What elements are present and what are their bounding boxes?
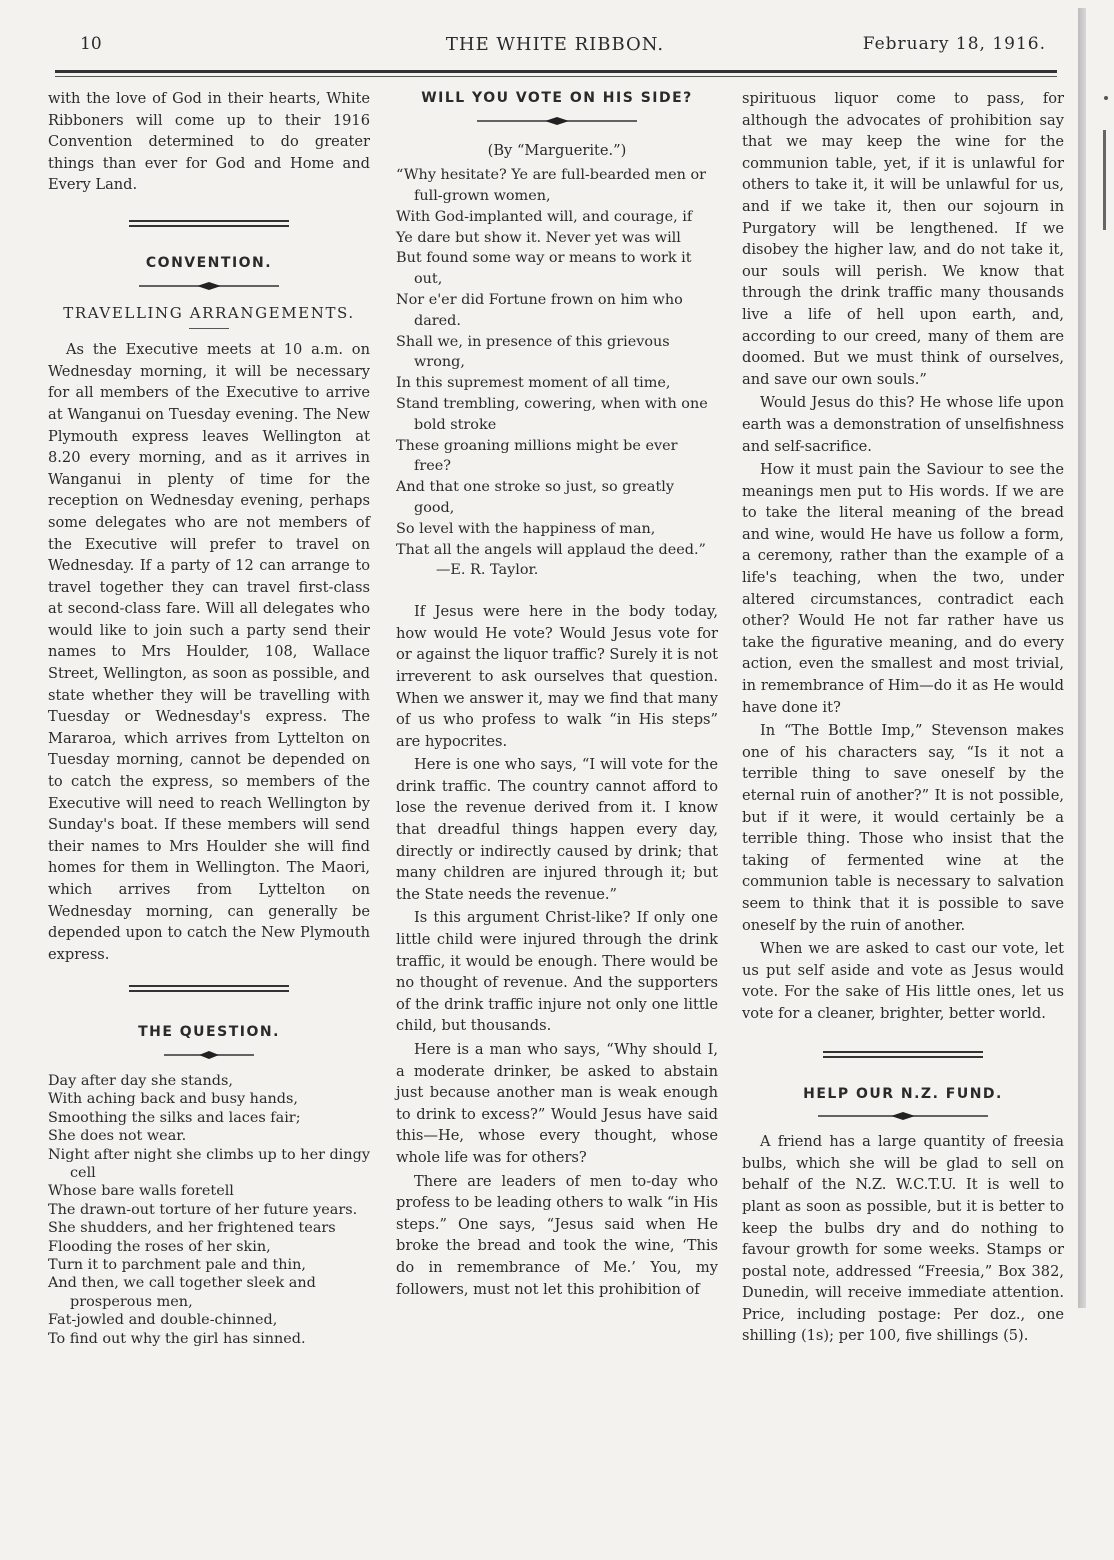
poem-line: “Why hesitate? Ye are full-bearded men or full-grown women,	[396, 167, 707, 204]
section-divider	[823, 1051, 983, 1058]
continued-paragraph: spirituous liquor come to pass, for although the advocates of prohibition say that we may keep the wine for the communion table, yet, if it is unlawful for others to take it, it will be unlawful for us, and if we take it, then our sojourn in Purgatory will be lengthened. If we disobey the higher law, and do not take it, our souls will perish. We know that through the drink traffic many thousands live a life of hell upon earth, and, according to our creed, many of them are doomed. But we must think of ourselves, and save our own souls.”	[742, 90, 1064, 388]
vote-paragraph: Would Jesus do this? He whose life upon earth was a demonstration of unselfishness and self-sacrifice.	[742, 394, 1064, 455]
poem-line: With aching back and busy hands,	[48, 1091, 298, 1108]
poem-line: Whose bare walls foretell	[48, 1183, 234, 1200]
poem-line: But found some way or means to work it out,	[396, 250, 692, 288]
vote-paragraph: There are leaders of men to-day who profess to be leading others to walk “in His steps.” One says, “Jesus said when He broke the bread and took the wine, ‘This do in remembrance of Me.’ You, my followers, must not let this prohibition of	[396, 1172, 718, 1298]
column-1	[48, 88, 370, 1348]
poem-line: These groaning millions might be ever free?	[396, 437, 678, 475]
margin-mark	[1103, 130, 1106, 230]
vote-heading: WILL YOU VOTE ON HIS SIDE?	[421, 90, 693, 106]
column-3	[742, 88, 1064, 1349]
ornament-rule	[139, 281, 279, 291]
section-divider	[129, 220, 289, 227]
poem-line: Turn it to parchment pale and thin,	[48, 1257, 306, 1274]
question-heading: THE QUESTION.	[138, 1024, 280, 1041]
ornament-rule	[164, 1050, 254, 1060]
poem-line: Night after night she climbs up to her dingy cell	[48, 1146, 370, 1181]
poem-line: And then, we call together sleek and prosperous men,	[48, 1275, 316, 1310]
poem-line: She does not wear.	[48, 1128, 187, 1145]
vote-paragraph: Here is a man who says, “Why should I, a moderate drinker, be asked to abstain just because another man is weak enough to drink to excess?” Would Jesus have said this—He, whose every thought, whose whole life was for others?	[396, 1041, 718, 1166]
page-number: 10	[80, 34, 102, 54]
poem-line: Stand trembling, cowering, when with one bold stroke	[396, 395, 708, 433]
byline: (By “Marguerite.”)	[487, 141, 627, 159]
poem-line: Smoothing the silks and laces fair;	[48, 1109, 301, 1126]
intro-paragraph: with the love of God in their hearts, White Ribboners will come up to their 1916 Convention determined to do greater things than ever for God and Home and Every Land.	[48, 90, 370, 194]
ornament-rule	[818, 1111, 988, 1121]
poem-line: And that one stroke so just, so greatly good,	[396, 479, 674, 516]
fund-body: A friend has a large quantity of freesia bulbs, which she will be glad to sell on behalf of the N.Z. W.C.T.U. It is well to plant as soon as possible, but it is better to keep the bulbs dry and do nothing to favour growth for some weeks. Stamps or postal note, addressed “Freesia,” Box 382, Dunedin, will receive immediate attention. Price, including postage: Per doz., one shilling (1s); per 100, five shillings (5).	[742, 1133, 1064, 1345]
poem-line: Day after day she stands,	[48, 1072, 233, 1089]
margin-dot	[1104, 96, 1108, 100]
convention-heading: CONVENTION.	[145, 254, 273, 271]
header-rule-thick	[55, 70, 1057, 73]
poem-line: Flooding the roses of her skin,	[48, 1238, 271, 1255]
vote-paragraph: In “The Bottle Imp,” Stevenson makes one of his characters say, “Is it not a terrible thing to save oneself by the eternal ruin of another?” It is not possible, but if it were, it would certainly be a terrible thing. Those who insist that the taking of fermented wine at the communion table is necessary to salvation seem to think that it is possible to save oneself by the ruin of another.	[742, 722, 1064, 934]
vote-paragraph: Here is one who says, “I will vote for the drink traffic. The country cannot afford to lose the revenue derived from it. I know that dreadful things happen every day, directly or indirectly caused by drink; that many children are injured through it; but the State needs the revenue.”	[396, 756, 718, 903]
vote-poem	[396, 165, 718, 581]
heading-underline	[189, 328, 229, 329]
poem-attribution: —E. R. Taylor.	[436, 562, 539, 579]
poem-line: So level with the happiness of man,	[396, 520, 656, 537]
poem-line: To find out why the girl has sinned.	[48, 1330, 306, 1347]
page-header	[50, 34, 1060, 64]
poem-line: She shudders, and her frightened tears	[48, 1220, 336, 1237]
poem-line: In this supremest moment of all time,	[396, 375, 671, 392]
vote-paragraph: If Jesus were here in the body today, how would He vote? Would Jesus vote for or against the liquor traffic? Surely it is not irreverent to ask ourselves that question. When we answer it, may we find that many of us who profess to walk “in His steps” are hypocrites.	[396, 603, 719, 750]
section-divider	[129, 985, 289, 992]
publication-title: THE WHITE RIBBON.	[445, 34, 665, 55]
poem-line: With God-implanted will, and courage, if	[396, 208, 693, 225]
poem-line: The drawn-out torture of her future years.	[48, 1201, 358, 1218]
travelling-body: As the Executive meets at 10 a.m. on Wednesday morning, it will be necessary for all members of the Executive to arrive at Wanganui on Tuesday evening. The New Plymouth express leaves Wellington at 8.20 every morning, and as it arrives in Wanganui in plenty of time for the reception on Wednesday evening, perhaps some delegates who are not members of the Executive will prefer to travel on Wednesday. If a party of 12 can arrange to travel together they can travel first-class at second-class fare. Will all delegates who would like to join such a party send their names to Mrs Houlder, 108, Wallace Street, Wellington, as soon as possible, and state whether they will be travelling with Tuesday or Wednesday's express. The Mararoa, which arrives from Lyttelton on Tuesday morning, cannot be depended on to catch the express, so members of the Executive will need to reach Wellington by Sunday's boat. If these members will send their names to Mrs Houlder she will find homes for them in Wellington. The Maori, which arrives from Lyttelton on Wednesday morning, can generally be depended upon to catch the New Plymouth express.	[48, 341, 370, 963]
poem-line: Ye dare but show it. Never yet was will	[396, 229, 681, 246]
poem-last-line: That all the angels will applaud the deed.”	[396, 541, 706, 558]
travelling-heading: TRAVELLING ARRANGEMENTS.	[63, 303, 355, 322]
poem-line: Shall we, in presence of this grievous wrong,	[396, 333, 670, 371]
poem-line	[396, 540, 718, 582]
question-poem	[48, 1072, 370, 1348]
header-rule-thin	[55, 76, 1057, 77]
poem-line: Nor e'er did Fortune frown on him who dared.	[396, 291, 683, 329]
vote-paragraph: When we are asked to cast our vote, let us put self aside and vote as Jesus would vote. For the sake of His little ones, let us vote for a cleaner, brighter, better world.	[742, 940, 1064, 1022]
vote-paragraph: Is this argument Christ-like? If only one little child were injured through the drink traffic, it would be enough. There would be no thought of revenue. And the supporters of the drink traffic injure not only one little child, but thousands.	[396, 909, 718, 1035]
fund-heading: HELP OUR N.Z. FUND.	[803, 1085, 1003, 1102]
issue-date: February 18, 1916.	[862, 34, 1046, 54]
page-edge-shadow	[1078, 8, 1086, 1308]
vote-paragraph: How it must pain the Saviour to see the meanings men put to His words. If we are to take the literal meaning of the bread and wine, would He have us follow a form, a ceremony, rather than the example of a life's teaching, when the two, under altered circumstances, contradict each other? Would He not far rather have us take the figurative meaning, and do every action, even the smallest and most trivial, in remembrance of Him—do it as He would have done it?	[742, 461, 1064, 716]
column-2	[396, 88, 718, 1302]
ornament-rule	[477, 116, 637, 126]
poem-line: Fat-jowled and double-chinned,	[48, 1312, 278, 1329]
